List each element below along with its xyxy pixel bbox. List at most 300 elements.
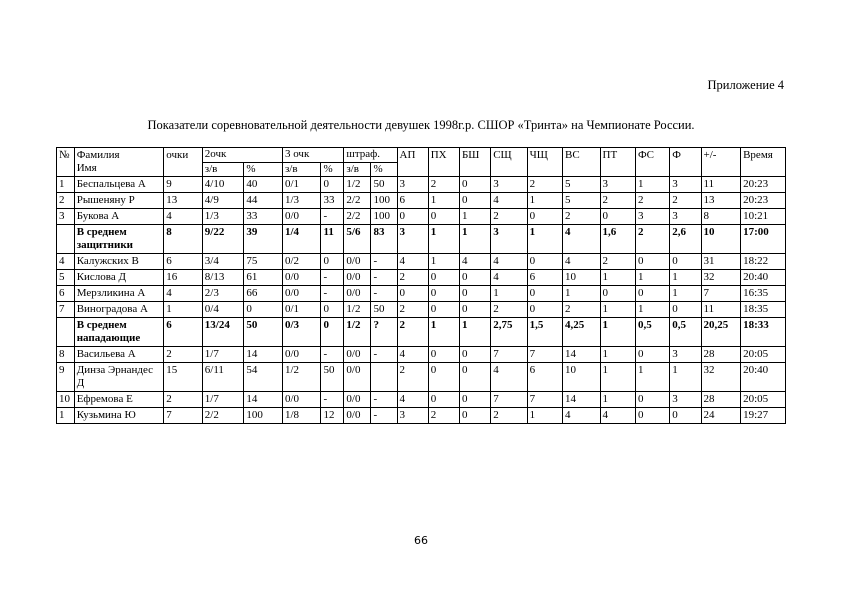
table-cell: 2,75 — [491, 318, 527, 347]
table-cell: 4 — [164, 286, 203, 302]
table-cell: 2 — [491, 408, 527, 424]
table-cell: 0 — [397, 286, 428, 302]
table-cell: 0/0 — [344, 363, 371, 392]
header-three-pt: 3 очк — [282, 148, 343, 163]
table-cell: 13/24 — [202, 318, 244, 347]
table-cell: 7 — [527, 392, 562, 408]
table-cell: 4,25 — [563, 318, 600, 347]
table-cell: 0 — [428, 209, 459, 225]
table-cell: 1 — [459, 225, 490, 254]
table-row — [57, 270, 786, 286]
table-cell: 2 — [397, 318, 428, 347]
table-cell: 11 — [701, 177, 741, 193]
table-cell: 2/2 — [344, 209, 371, 225]
table-cell: 6 — [527, 363, 562, 392]
header-ap: АП — [397, 148, 428, 177]
table-cell: 3 — [491, 177, 527, 193]
table-cell: 4 — [491, 193, 527, 209]
table-cell: 1/2 — [344, 302, 371, 318]
table-cell: 17:00 — [741, 225, 786, 254]
table-cell: 0 — [459, 392, 490, 408]
table-cell: 2 — [397, 363, 428, 392]
header-two-pt: 2очк — [202, 148, 282, 163]
table-cell: 9/22 — [202, 225, 244, 254]
table-cell: 0 — [428, 286, 459, 302]
table-row — [57, 347, 786, 363]
table-cell: 4/9 — [202, 193, 244, 209]
table-cell: 0/0 — [282, 347, 321, 363]
summary-row — [57, 225, 786, 254]
row-number: 7 — [57, 302, 75, 318]
table-cell: 3 — [397, 225, 428, 254]
table-cell: 54 — [244, 363, 283, 392]
table-cell: 100 — [244, 408, 283, 424]
table-cell: 0 — [600, 286, 635, 302]
table-cell: 2 — [491, 302, 527, 318]
table-cell: 39 — [244, 225, 283, 254]
table-cell: 3 — [397, 177, 428, 193]
row-number: 2 — [57, 193, 75, 209]
table-cell: 2,6 — [670, 225, 701, 254]
table-cell: 0,5 — [670, 318, 701, 347]
table-cell: 0 — [459, 270, 490, 286]
table-cell: 14 — [244, 392, 283, 408]
table-cell: 31 — [701, 254, 741, 270]
row-number: 6 — [57, 286, 75, 302]
table-cell: 0,5 — [635, 318, 669, 347]
row-number: 4 — [57, 254, 75, 270]
table-cell: - — [321, 209, 344, 225]
header-free: штраф. — [344, 148, 397, 163]
table-cell: 1 — [600, 270, 635, 286]
table-cell: 83 — [371, 225, 397, 254]
player-name: Мерзликина А — [74, 286, 164, 302]
row-number: 10 — [57, 392, 75, 408]
table-cell: 4 — [397, 347, 428, 363]
table-cell: 7 — [491, 392, 527, 408]
table-cell: 2 — [600, 254, 635, 270]
table-cell: 50 — [321, 363, 344, 392]
table-cell: 2 — [428, 408, 459, 424]
row-number: 3 — [57, 209, 75, 225]
table-cell: 1 — [600, 392, 635, 408]
subheader-two-pct: % — [244, 162, 283, 177]
table-cell: 3 — [491, 225, 527, 254]
table-cell: 6/11 — [202, 363, 244, 392]
table-cell: 3 — [635, 209, 669, 225]
table-cell: 28 — [701, 347, 741, 363]
table-cell: 7 — [491, 347, 527, 363]
table-cell: 1 — [459, 209, 490, 225]
table-cell: 40 — [244, 177, 283, 193]
player-name: В среднем защитники — [74, 225, 164, 254]
table-cell: 0 — [428, 347, 459, 363]
table-cell: 32 — [701, 270, 741, 286]
table-cell: 19:27 — [741, 408, 786, 424]
table-cell: 1 — [563, 286, 600, 302]
table-cell: 2 — [563, 209, 600, 225]
table-row — [57, 209, 786, 225]
table-cell — [371, 363, 397, 392]
table-cell: 2/2 — [202, 408, 244, 424]
table-cell: 0 — [428, 302, 459, 318]
table-cell: 2 — [164, 347, 203, 363]
header-plus-minus: +/- — [701, 148, 741, 177]
table-cell: 1 — [428, 254, 459, 270]
table-cell: 0 — [459, 193, 490, 209]
table-cell: 100 — [371, 209, 397, 225]
table-cell: 1 — [491, 286, 527, 302]
table-cell: 2 — [397, 270, 428, 286]
table-cell: 0/1 — [282, 302, 321, 318]
table-cell: 6 — [164, 254, 203, 270]
table-cell: 0 — [527, 302, 562, 318]
subheader-three-pct: % — [321, 162, 344, 177]
table-cell: 1 — [527, 225, 562, 254]
table-cell: 100 — [371, 193, 397, 209]
table-cell: 0 — [321, 254, 344, 270]
table-cell: 0/0 — [344, 347, 371, 363]
table-cell: 11 — [701, 302, 741, 318]
table-cell: 20:23 — [741, 177, 786, 193]
table-cell: 2 — [563, 302, 600, 318]
table-cell: 16 — [164, 270, 203, 286]
header-bsh: БШ — [459, 148, 490, 177]
table-cell: 2 — [670, 193, 701, 209]
row-number: 1 — [57, 408, 75, 424]
table-cell: 1/2 — [344, 318, 371, 347]
table-cell: - — [371, 286, 397, 302]
table-cell: 5 — [563, 193, 600, 209]
table-cell: 1 — [670, 270, 701, 286]
table-cell: 9 — [164, 177, 203, 193]
row-number — [57, 225, 75, 254]
table-cell: 1/2 — [282, 363, 321, 392]
table-cell: 5 — [563, 177, 600, 193]
table-cell: 0/0 — [344, 286, 371, 302]
table-cell: 0 — [321, 318, 344, 347]
table-cell: 12 — [321, 408, 344, 424]
table-cell: 0/4 — [202, 302, 244, 318]
table-cell: 0 — [670, 254, 701, 270]
table-cell: 4 — [397, 254, 428, 270]
table-cell: 4 — [491, 270, 527, 286]
table-cell: 0/1 — [282, 177, 321, 193]
header-f: Ф — [670, 148, 701, 177]
table-cell: 15 — [164, 363, 203, 392]
table-cell: 18:35 — [741, 302, 786, 318]
table-cell: ? — [371, 318, 397, 347]
table-cell: 14 — [563, 392, 600, 408]
table-cell: 3 — [670, 392, 701, 408]
table-cell: - — [371, 270, 397, 286]
table-cell: 14 — [244, 347, 283, 363]
table-cell: 2 — [635, 193, 669, 209]
table-cell: 8 — [701, 209, 741, 225]
table-cell: 50 — [244, 318, 283, 347]
header-time: Время — [741, 148, 786, 177]
table-cell: 1,6 — [600, 225, 635, 254]
table-cell: 3 — [397, 408, 428, 424]
table-cell: - — [371, 392, 397, 408]
table-row — [57, 177, 786, 193]
table-cell: 4 — [563, 254, 600, 270]
table-cell: 1 — [459, 318, 490, 347]
table-cell: 3 — [670, 177, 701, 193]
table-cell: 6 — [397, 193, 428, 209]
table-cell: 1 — [600, 302, 635, 318]
header-name: Фамилия Имя — [74, 148, 164, 177]
player-name: Калужских В — [74, 254, 164, 270]
table-cell: 4 — [459, 254, 490, 270]
table-cell: 18:22 — [741, 254, 786, 270]
table-cell: 2 — [397, 302, 428, 318]
table-cell: 0 — [397, 209, 428, 225]
table-cell: 20,25 — [701, 318, 741, 347]
player-name: Кислова Д — [74, 270, 164, 286]
table-cell: 13 — [701, 193, 741, 209]
table-cell: 1 — [600, 347, 635, 363]
table-cell: 0 — [321, 302, 344, 318]
row-number: 5 — [57, 270, 75, 286]
table-cell: 1/3 — [202, 209, 244, 225]
table-cell: 10 — [563, 363, 600, 392]
table-cell: 0 — [527, 209, 562, 225]
table-cell: 1 — [670, 363, 701, 392]
header-points: очки — [164, 148, 203, 177]
table-cell: 1 — [635, 302, 669, 318]
table-cell: 1/3 — [282, 193, 321, 209]
table-row — [57, 363, 786, 392]
table-cell: 1 — [428, 318, 459, 347]
table-cell: 0/0 — [282, 286, 321, 302]
table-cell: 0 — [428, 363, 459, 392]
table-cell: 4 — [563, 225, 600, 254]
table-cell: 7 — [701, 286, 741, 302]
header-chshch: ЧЩ — [527, 148, 562, 177]
table-cell: 8 — [164, 225, 203, 254]
table-cell: 4 — [397, 392, 428, 408]
table-cell: 1 — [527, 408, 562, 424]
table-cell: 1/8 — [282, 408, 321, 424]
table-cell: 32 — [701, 363, 741, 392]
table-cell: 1 — [527, 193, 562, 209]
table-cell: 20:05 — [741, 347, 786, 363]
table-cell: 0 — [527, 254, 562, 270]
table-cell: 0/0 — [282, 209, 321, 225]
table-row — [57, 408, 786, 424]
subheader-free-pct: % — [371, 162, 397, 177]
table-cell: 4 — [491, 363, 527, 392]
table-cell: 1 — [428, 225, 459, 254]
table-cell: 1 — [635, 270, 669, 286]
table-cell: 20:05 — [741, 392, 786, 408]
table-cell: 0 — [244, 302, 283, 318]
player-name: Беспальцева А — [74, 177, 164, 193]
page-number: 66 — [414, 534, 428, 547]
table-cell: 44 — [244, 193, 283, 209]
player-name: Динза Эрнандес Д — [74, 363, 164, 392]
table-cell: 1 — [164, 302, 203, 318]
table-cell: 0 — [459, 363, 490, 392]
table-cell: 0 — [635, 254, 669, 270]
table-cell: 0/0 — [282, 392, 321, 408]
table-cell: 0 — [635, 347, 669, 363]
table-cell: 0 — [459, 302, 490, 318]
table-cell: 0 — [600, 209, 635, 225]
table-cell: 0/0 — [344, 254, 371, 270]
table-cell: 0 — [670, 302, 701, 318]
table-cell: 1/7 — [202, 392, 244, 408]
table-cell: 1/4 — [282, 225, 321, 254]
table-cell: 4 — [491, 254, 527, 270]
table-cell: 2 — [428, 177, 459, 193]
table-cell: 24 — [701, 408, 741, 424]
table-header-row — [57, 148, 786, 163]
table-cell: 0 — [428, 270, 459, 286]
table-cell: 50 — [371, 302, 397, 318]
table-cell: - — [371, 408, 397, 424]
table-cell: 61 — [244, 270, 283, 286]
table-cell: 0 — [459, 177, 490, 193]
table-cell: 2 — [527, 177, 562, 193]
table-cell: 4 — [600, 408, 635, 424]
header-fs: ФС — [635, 148, 669, 177]
subheader-two-made: з/в — [202, 162, 244, 177]
player-name: Кузьмина Ю — [74, 408, 164, 424]
table-cell: 0 — [459, 347, 490, 363]
table-cell: 0 — [321, 177, 344, 193]
table-row — [57, 392, 786, 408]
header-no: № — [57, 148, 75, 177]
table-cell: 18:33 — [741, 318, 786, 347]
table-cell: 0 — [428, 392, 459, 408]
header-pt: ПТ — [600, 148, 635, 177]
table-cell: - — [321, 392, 344, 408]
table-row — [57, 193, 786, 209]
table-cell: 28 — [701, 392, 741, 408]
table-cell: 6 — [527, 270, 562, 286]
table-cell: 10:21 — [741, 209, 786, 225]
table-cell: 2/2 — [344, 193, 371, 209]
table-row — [57, 254, 786, 270]
table-cell: 1 — [600, 363, 635, 392]
table-cell: 1 — [635, 363, 669, 392]
table-cell: - — [321, 347, 344, 363]
summary-row — [57, 318, 786, 347]
table-cell: 3 — [600, 177, 635, 193]
table-cell: 3 — [670, 209, 701, 225]
table-cell: 2 — [164, 392, 203, 408]
table-cell: 33 — [244, 209, 283, 225]
table-cell: 0 — [635, 286, 669, 302]
table-cell: 16:35 — [741, 286, 786, 302]
row-number: 9 — [57, 363, 75, 392]
table-cell: 0/3 — [282, 318, 321, 347]
player-name: Виноградова А — [74, 302, 164, 318]
table-cell: - — [321, 286, 344, 302]
table-cell: 1/7 — [202, 347, 244, 363]
player-name: Букова А — [74, 209, 164, 225]
table-cell: 1 — [428, 193, 459, 209]
row-number: 8 — [57, 347, 75, 363]
table-cell: 10 — [701, 225, 741, 254]
player-name: Рышеняну Р — [74, 193, 164, 209]
table-cell: 4 — [164, 209, 203, 225]
table-cell: - — [321, 270, 344, 286]
table-cell: 0 — [459, 286, 490, 302]
table-cell: 3 — [670, 347, 701, 363]
table-cell: - — [371, 347, 397, 363]
table-cell: 2 — [635, 225, 669, 254]
header-sshch: СЩ — [491, 148, 527, 177]
table-cell: 8/13 — [202, 270, 244, 286]
table-cell: 1,5 — [527, 318, 562, 347]
table-cell: 2/3 — [202, 286, 244, 302]
table-cell: 75 — [244, 254, 283, 270]
table-cell: 66 — [244, 286, 283, 302]
table-cell: 5/6 — [344, 225, 371, 254]
table-cell: 0/0 — [344, 270, 371, 286]
header-vs: ВС — [563, 148, 600, 177]
table-cell: 4 — [563, 408, 600, 424]
subheader-three-made: з/в — [282, 162, 321, 177]
table-cell: 2 — [491, 209, 527, 225]
table-cell: 3/4 — [202, 254, 244, 270]
table-cell: 0 — [527, 286, 562, 302]
table-cell: 10 — [563, 270, 600, 286]
page-title: Показатели соревновательной деятельности девушек 1998г.р. СШОР «Тринта» на Чемпионате России. — [147, 118, 695, 132]
subheader-free-made: з/в — [344, 162, 371, 177]
table-cell: 0 — [670, 408, 701, 424]
table-cell: 7 — [164, 408, 203, 424]
table-cell: 20:40 — [741, 363, 786, 392]
table-cell: 11 — [321, 225, 344, 254]
table-cell: 33 — [321, 193, 344, 209]
table-row — [57, 286, 786, 302]
table-cell: 0/0 — [344, 392, 371, 408]
row-number — [57, 318, 75, 347]
row-number: 1 — [57, 177, 75, 193]
player-name: Ефремова Е — [74, 392, 164, 408]
appendix-label: Приложение 4 — [707, 78, 784, 92]
table-cell: 0/0 — [282, 270, 321, 286]
table-cell: 2 — [600, 193, 635, 209]
table-cell: 7 — [527, 347, 562, 363]
table-cell: 0 — [635, 392, 669, 408]
table-cell: 50 — [371, 177, 397, 193]
table-cell: 6 — [164, 318, 203, 347]
table-cell: 20:40 — [741, 270, 786, 286]
player-name: В среднем нападающие — [74, 318, 164, 347]
table-cell: 4/10 — [202, 177, 244, 193]
header-ph: ПХ — [428, 148, 459, 177]
player-name: Васильева А — [74, 347, 164, 363]
stats-table — [56, 147, 786, 424]
table-cell: 1 — [670, 286, 701, 302]
table-cell: 14 — [563, 347, 600, 363]
table-cell: - — [371, 254, 397, 270]
table-cell: 1 — [635, 177, 669, 193]
table-row — [57, 302, 786, 318]
table-cell: 1 — [600, 318, 635, 347]
table-cell: 0/2 — [282, 254, 321, 270]
table-cell: 20:23 — [741, 193, 786, 209]
table-cell: 0 — [635, 408, 669, 424]
table-cell: 13 — [164, 193, 203, 209]
table-cell: 1/2 — [344, 177, 371, 193]
table-cell: 0 — [459, 408, 490, 424]
